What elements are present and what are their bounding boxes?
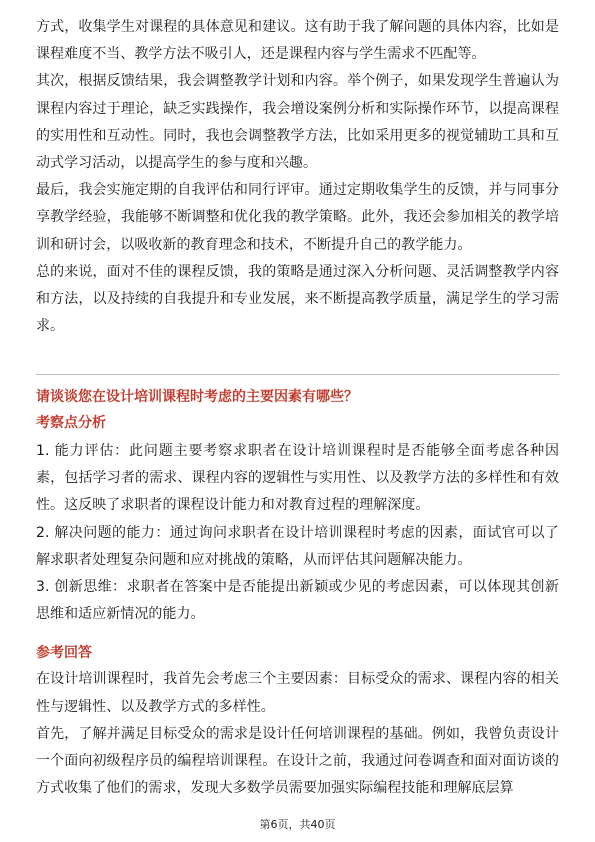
section-divider: [36, 374, 559, 375]
answer-paragraph: 首先，了解并满足目标受众的需求是设计任何培训课程的基础。例如，我曾负责设计一个面向初级程序员的编程培训课程。在设计之前，我通过问卷调查和面对面访谈的方式收集了他们的需求，发现大多数学员需要加强实际编程技能和理解底层算: [36, 725, 559, 797]
question-title: 请谈谈您在设计培训课程时考虑的主要因素有哪些？: [36, 389, 358, 405]
analysis-point: 2. 解决问题的能力：通过询问求职者在设计培训课程时考虑的因素，面试官可以了解求职者处理复杂问题和应对挑战的策略，从而评估其问题解决能力。: [36, 524, 559, 568]
paragraph: 总的来说，面对不佳的课程反馈，我的策略是通过深入分析问题、灵活调整教学内容和方法，以及持续的自我提升和专业发展，来不断提高教学质量，满足学生的学习需求。: [36, 263, 559, 335]
page-footer: 第6页，共40页: [259, 818, 336, 831]
paragraph: 其次，根据反馈结果，我会调整教学计划和内容。举个例子，如果发现学生普遍认为课程内容过于理论，缺乏实践操作，我会增设案例分析和实际操作环节，以提高课程的实用性和互动性。同时，我也会调整教学方法，比如采用更多的视觉辅助工具和互动式学习活动，以提高学生的参与度和兴趣。: [36, 73, 559, 172]
top-text-block: [36, 14, 559, 340]
analysis-point: 3. 创新思维：求职者在答案中是否能提出新颖或少见的考虑因素，可以体现其创新思维和适应新情况的能力。: [36, 579, 559, 623]
paragraph: 方式，收集学生对课程的具体意见和建议。这有助于我了解问题的具体内容，比如是课程难度不当、教学方法不吸引人，还是课程内容与学生需求不匹配等。: [36, 19, 559, 63]
answer-paragraph: 在设计培训课程时，我首先会考虑三个主要因素：目标受众的需求、课程内容的相关性与逻辑性、以及教学方式的多样性。: [36, 671, 559, 715]
answer-heading: 参考回答: [36, 645, 92, 662]
analysis-point: 1. 能力评估：此问题主要考察求职者在设计培训课程时是否能够全面考虑各种因素，包括学习者的需求、课程内容的逻辑性与实用性、以及教学方法的多样性和有效性。这反映了求职者的课程设计能力和对教育过程的理解深度。: [36, 443, 559, 514]
question-section: [36, 386, 559, 802]
analysis-heading: 考察点分析: [36, 415, 106, 431]
paragraph: 最后，我会实施定期的自我评估和同行评审。通过定期收集学生的反馈，并与同事分享教学经验，我能够不断调整和优化我的教学策略。此外，我还会参加相关的教学培训和研讨会，以吸收新的教育理念和技术，不断提升自己的教学能力。: [36, 182, 559, 253]
